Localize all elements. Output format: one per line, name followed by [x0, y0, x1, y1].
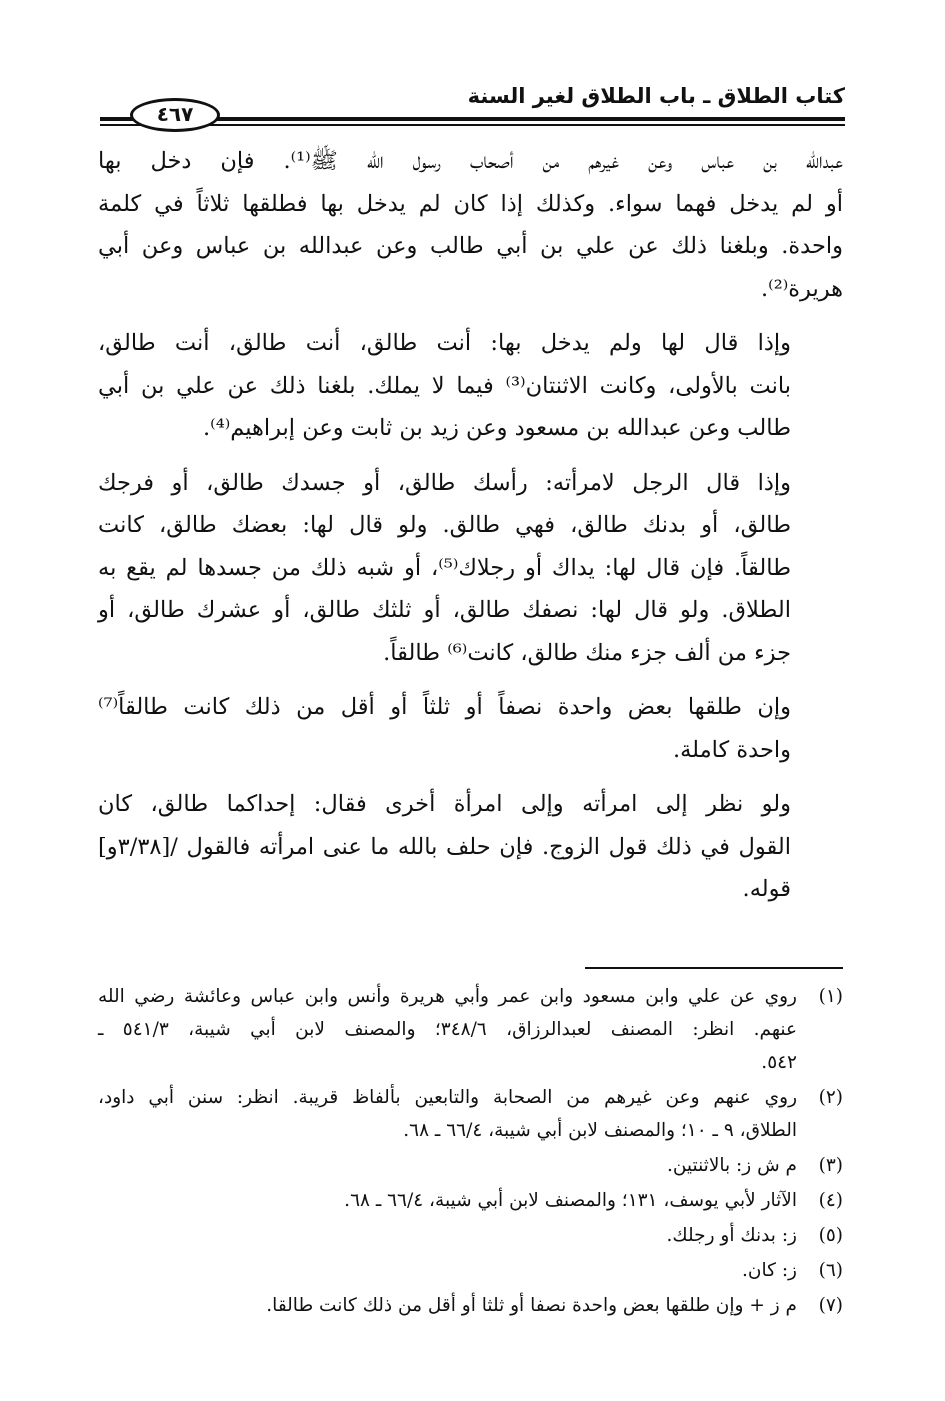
text-line: وإن طلقها بعض واحدة نصفاً أو ثلثاً أو أقل من ذلك كانت طالقاً⁽⁷⁾ — [98, 694, 791, 720]
footnotes — [98, 980, 843, 1324]
paragraph-3 — [98, 462, 843, 675]
footnote-text — [98, 980, 797, 1079]
footnote-text — [98, 1289, 797, 1322]
text-line: طالقاً. فإن قال لها: يداك أو رجلاك⁽⁵⁾، أو شبه ذلك من جسدها لم يقع به — [98, 554, 791, 581]
footnote-number: (٤) — [818, 1190, 843, 1211]
page-number: ٤٦٧ — [130, 98, 220, 132]
paragraph-1 — [98, 140, 843, 310]
footnote-line: م ش ز: بالاثنتين. — [666, 1155, 797, 1176]
text-line: ولو نظر إلى امرأته وإلى امرأة أخرى فقال: إحداكما طالق، كان — [98, 791, 791, 817]
footnote-separator — [585, 967, 843, 969]
footnote-6 — [98, 1254, 843, 1287]
footnote-line: عنهم. انظر: المصنف لعبدالرزاق، ٣٤٨/٦؛ والمصنف لابن أبي شيبة، ٥٤١/٣ ـ — [98, 1019, 797, 1040]
text-line: قوله. — [742, 876, 791, 902]
footnote-3 — [98, 1149, 843, 1182]
footnote-text — [98, 1254, 797, 1287]
paragraph-2 — [98, 322, 843, 450]
text-line: القول في ذلك قول الزوج. فإن حلف بالله ما عنى امرأته فالقول /[٣/٣٨و] — [98, 833, 791, 860]
footnote-text — [98, 1081, 797, 1147]
footnote-4 — [98, 1184, 843, 1217]
main-text — [98, 140, 843, 923]
footnote-number: (١) — [818, 986, 843, 1007]
footnote-line: م ز + وإن طلقها بعض واحدة نصفا أو ثلثا أو أقل من ذلك كانت طالقا. — [266, 1295, 797, 1316]
text-line: عبدالله بن عباس وعن غيرهم من أصحاب رسول الله ﷺ⁽¹⁾. فإن دخل بها — [98, 148, 843, 174]
footnote-text — [98, 1184, 797, 1217]
footnote-7 — [98, 1289, 843, 1322]
footnote-5 — [98, 1219, 843, 1252]
text-line: واحدة كاملة. — [672, 736, 791, 763]
footnote-number: (٣) — [818, 1155, 843, 1176]
footnote-line: ٥٤٢. — [761, 1052, 797, 1073]
footnote-2 — [98, 1081, 843, 1147]
running-title: كتاب الطلاق ـ باب الطلاق لغير السنة — [467, 84, 845, 108]
footnote-line: روي عنهم وعن غيرهم من الصحابة والتابعين بألفاظ قريبة. انظر: سنن أبي داود، — [98, 1087, 797, 1108]
footnote-number: (٧) — [818, 1295, 843, 1316]
paragraph-4 — [98, 686, 843, 771]
footnote-line: ز: بدنك أو رجلك. — [666, 1225, 797, 1246]
text-line: هريرة⁽²⁾. — [761, 275, 843, 302]
text-line: طالب وعن عبدالله بن مسعود وعن زيد بن ثابت وعن إبراهيم⁽⁴⁾. — [203, 415, 791, 441]
text-line: وإذا قال الرجل لامرأته: رأسك طالق، أو جسدك طالق، أو فرجك — [98, 469, 791, 496]
text-line: أو لم يدخل فهما سواء. وكذلك إذا كان لم يدخل بها فطلقها ثلاثاً في كلمة — [98, 190, 843, 217]
footnote-line: الآثار لأبي يوسف، ١٣١؛ والمصنف لابن أبي شيبة، ٦٦/٤ ـ ٦٨. — [344, 1190, 797, 1211]
footnote-number: (٥) — [818, 1225, 843, 1246]
footnote-line: روي عن علي وابن مسعود وابن عمر وأبي هريرة وأنس وابن عباس وعائشة رضي الله — [98, 986, 797, 1007]
paragraph-5 — [98, 783, 843, 911]
footnote-text — [98, 1219, 797, 1252]
footnote-1 — [98, 980, 843, 1079]
text-line: وإذا قال لها ولم يدخل بها: أنت طالق، أنت طالق، أنت طالق، — [98, 330, 791, 356]
text-line: بانت بالأولى، وكانت الاثنتان⁽³⁾ فيما لا يملك. بلغنا ذلك عن علي بن أبي — [98, 372, 791, 399]
footnote-number: (٦) — [818, 1260, 843, 1281]
text-line: جزء من ألف جزء منك طالق، كانت⁽⁶⁾ طالقاً. — [383, 639, 791, 666]
footnote-line: الطلاق، ٩ ـ ١٠؛ والمصنف لابن أبي شيبة، ٦٦/٤ ـ ٦٨. — [403, 1120, 797, 1141]
text-line: واحدة. وبلغنا ذلك عن علي بن أبي طالب وعن عبدالله بن عباس وعن أبي — [98, 233, 843, 259]
text-line: طالق، أو بدنك طالق، فهي طالق. ولو قال لها: بعضك طالق، كانت — [98, 512, 791, 538]
footnote-text — [98, 1149, 797, 1182]
text-line: الطلاق. ولو قال لها: نصفك طالق، أو ثلثك طالق، أو عشرك طالق، أو — [98, 597, 791, 623]
footnote-number: (٢) — [818, 1087, 843, 1108]
footnote-line: ز: كان. — [742, 1260, 797, 1281]
